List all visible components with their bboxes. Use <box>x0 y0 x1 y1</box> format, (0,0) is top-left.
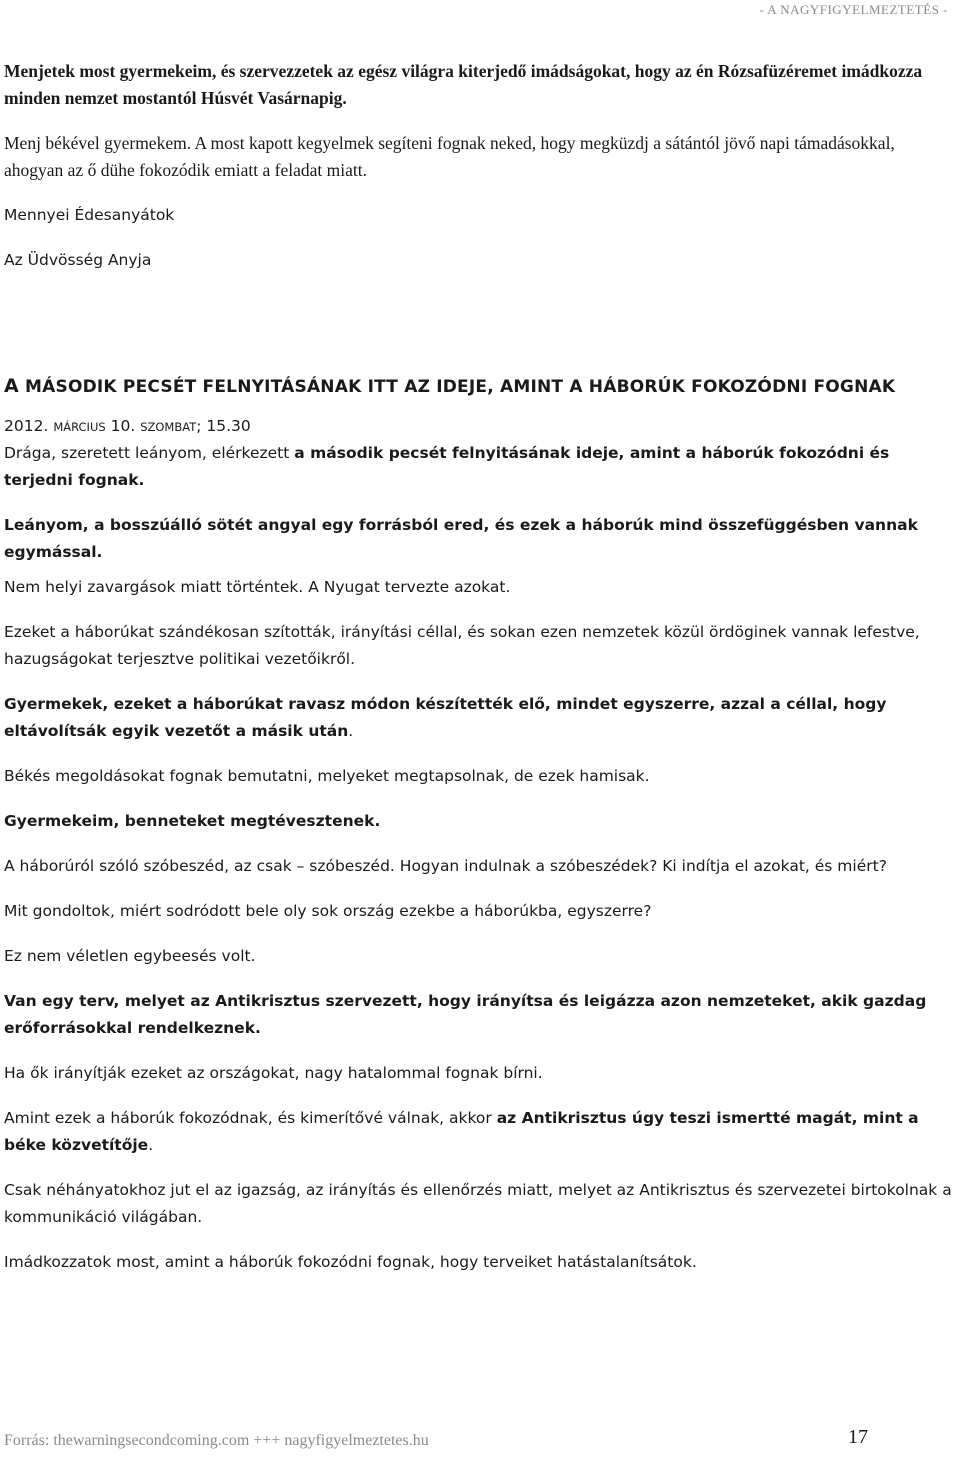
paragraph: Ezeket a háborúkat szándékosan szították, irányítási céllal, és sokan ezen nemzetek közül ördöginek vannak lefestve, hazugságokat terjesztve politikai vezetőikről. <box>4 623 920 668</box>
message-title: A MÁSODIK PECSÉT FELNYITÁSÁNAK ITT AZ IDEJE, AMINT A HÁBORÚK FOKOZÓDNI FOGNAK <box>4 375 896 397</box>
page-footer <box>4 1426 868 1450</box>
signature-line-2: Az Üdvösség Anyja <box>4 251 152 269</box>
paragraph: Drága, szeretett leányom, elérkezett a második pecsét felnyitásának ideje, amint a háborúk fokozódni és terjedni fognak. <box>4 444 890 489</box>
signature-line-1: Mennyei Édesanyátok <box>4 206 175 224</box>
paragraph: Leányom, a bosszúálló sötét angyal egy forrásból ered, és ezek a háborúk mind összefüggésben vannak egymással. <box>4 516 918 561</box>
paragraph: Ez nem véletlen egybeesés volt. <box>4 947 256 965</box>
paragraph: Csak néhányatokhoz jut el az igazság, az irányítás és ellenőrzés miatt, melyet az Antikrisztus és szervezetei birtokolnak a kommunikáció világában. <box>4 1181 952 1226</box>
message-date: 2012. MÁRCIUS 10. SZOMBAT; 15.30 <box>4 417 251 435</box>
paragraph: Van egy terv, melyet az Antikrisztus szervezett, hogy irányítsa és leigázza azon nemzeteket, akik gazdag erőforrásokkal rendelkeznek. <box>4 992 927 1037</box>
paragraph: Amint ezek a háborúk fokozódnak, és kimerítővé válnak, akkor az Antikrisztus úgy teszi ismertté magát, mint a béke közvetítője. <box>4 1109 919 1154</box>
document-body <box>4 58 954 1276</box>
paragraph: Mit gondoltok, miért sodródott bele oly sok ország ezekbe a háborúkba, egyszerre? <box>4 902 652 920</box>
paragraph: Gyermekeim, benneteket megtévesztenek. <box>4 812 381 830</box>
paragraph: Imádkozzatok most, amint a háborúk fokozódni fognak, hogy terveiket hatástalanítsátok. <box>4 1253 697 1271</box>
paragraph: Nem helyi zavargások miatt történtek. A Nyugat tervezte azokat. <box>4 578 511 596</box>
running-header: - A NAGYFIGYELMEZTETÉS - <box>759 2 948 17</box>
intro-bold-paragraph: Menjetek most gyermekeim, és szervezzetek az egész világra kiterjedő imádságokat, hogy az én Rózsafüzéremet imádkozza minden nemzet mostantól Húsvét Vasárnapig. <box>4 61 923 108</box>
paragraph: Ha ők irányítják ezeket az országokat, nagy hatalommal fognak bírni. <box>4 1064 543 1082</box>
page-number: 17 <box>848 1426 868 1448</box>
paragraph: Gyermekek, ezeket a háborúkat ravasz módon készítették elő, mindet egyszerre, azzal a céllal, hogy eltávolítsák egyik vezetőt a másik után. <box>4 695 887 740</box>
paragraph: A háborúról szóló szóbeszéd, az csak – szóbeszéd. Hogyan indulnak a szóbeszédek? Ki indítja el azokat, és miért? <box>4 857 887 875</box>
intro-paragraph: Menj békével gyermekem. A most kapott kegyelmek segíteni fognak neked, hogy megküzdj a sátántól jövő napi támadásokkal, ahogyan az ő dühe fokozódik emiatt a feladat miatt. <box>4 133 895 180</box>
footer-source: Forrás: thewarningsecondcoming.com +++ nagyfigyelmeztetes.hu <box>4 1432 429 1449</box>
paragraph: Békés megoldásokat fognak bemutatni, melyeket megtapsolnak, de ezek hamisak. <box>4 767 650 785</box>
